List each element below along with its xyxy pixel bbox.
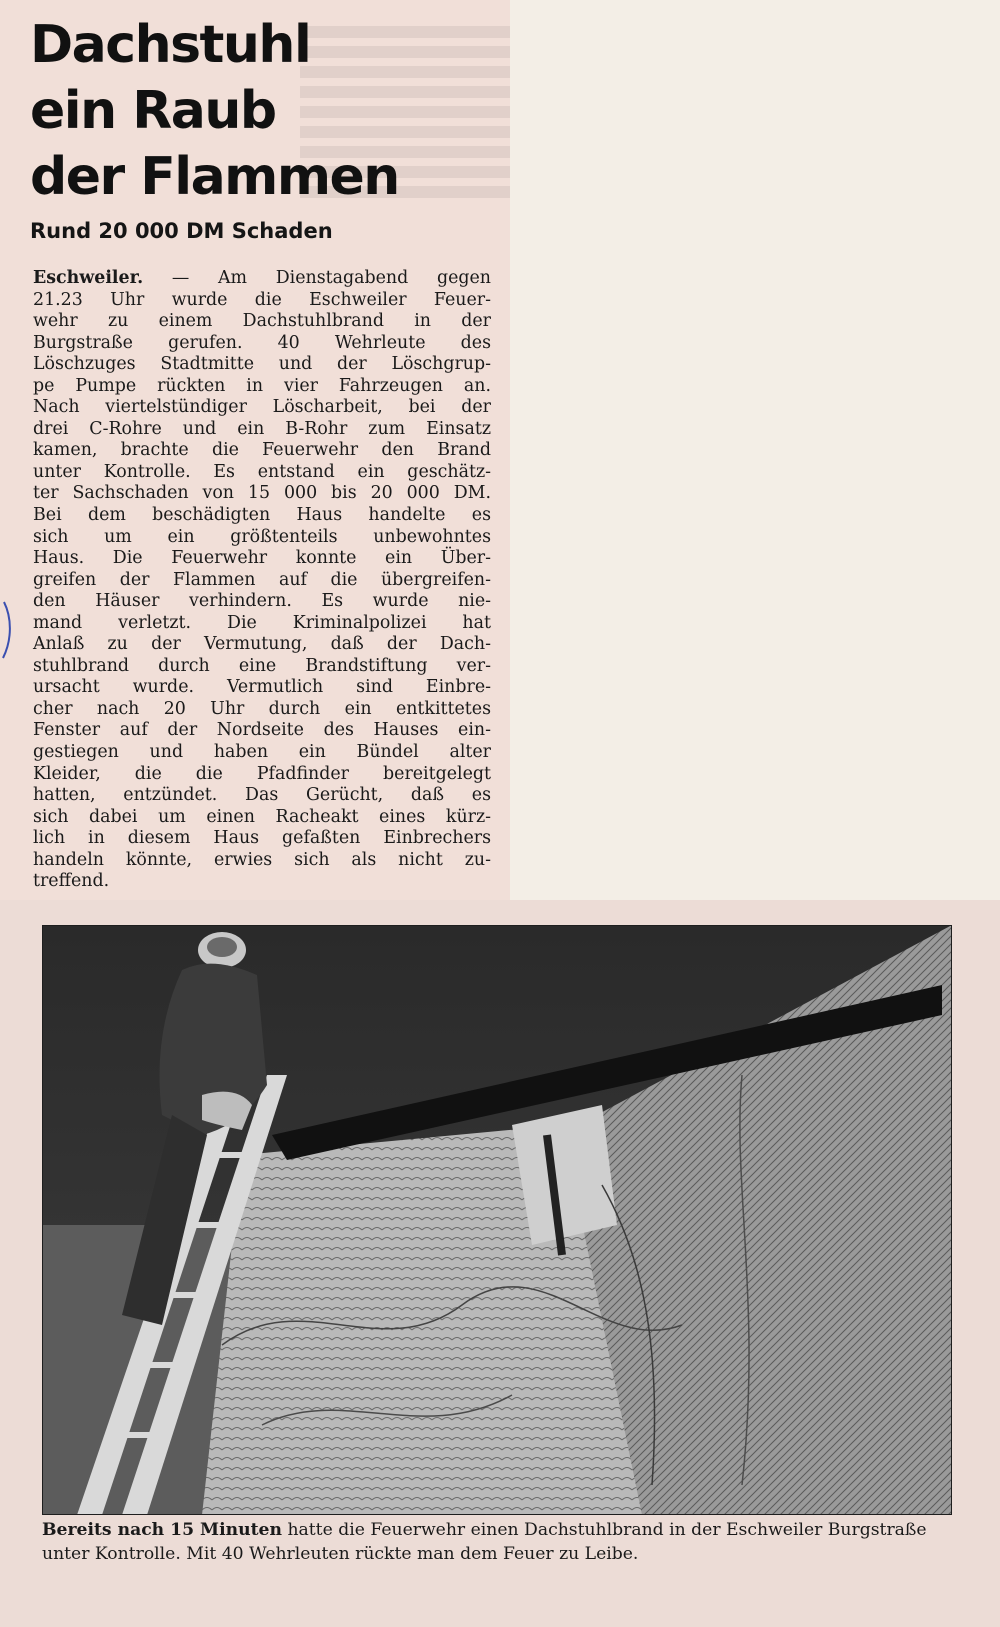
body-line: pe Pumpe rückten in vier Fahrzeugen an.	[33, 375, 491, 396]
body-line: Anlaß zu der Vermutung, daß der Dach-	[33, 634, 491, 655]
body-line: 21.23 Uhr wurde die Eschweiler Feuer-	[33, 289, 491, 310]
body-line: unter Kontrolle. Es entstand ein geschätz-	[33, 461, 491, 482]
body-line: ter Sachschaden von 15 000 bis 20 000 DM.	[33, 483, 491, 504]
body-line: gestiegen und haben ein Bündel alter	[33, 742, 491, 763]
body-line: wehr zu einem Dachstuhlbrand in der	[33, 311, 491, 332]
body-line: Haus. Die Feuerwehr konnte ein Über-	[33, 548, 491, 569]
subheadline: Rund 20 000 DM Schaden	[30, 219, 333, 243]
body-line: cher nach 20 Uhr durch ein entkittetes	[33, 698, 491, 719]
body-line: lich in diesem Haus gefaßten Einbrechers	[33, 828, 491, 849]
body-line: Nach viertelstündiger Löscharbeit, bei der	[33, 397, 491, 418]
pen-mark-decoration	[0, 600, 14, 660]
body-line: treffend.	[33, 871, 110, 892]
body-line: sich dabei um einen Racheakt eines kürz-	[33, 806, 491, 827]
body-line: hatten, entzündet. Das Gerücht, daß es	[33, 785, 491, 806]
body-line: handeln könnte, erwies sich als nicht zu-	[33, 849, 491, 870]
caption-text: hatte die Feuerwehr einen Dachstuhlbrand in der Eschweiler Burgstraße unter Kontrolle. Mit 40 Wehrleuten rückte man dem Feuer zu Leibe.	[42, 1520, 927, 1564]
article-body	[33, 268, 491, 893]
photo-caption	[42, 1518, 957, 1566]
body-line: Bei dem beschädigten Haus handelte es	[33, 505, 491, 526]
body-line: den Häuser verhindern. Es wurde nie-	[33, 591, 491, 612]
body-line: Burgstraße gerufen. 40 Wehrleute des	[33, 332, 491, 353]
body-line: greifen der Flammen auf die übergreifen-	[33, 569, 491, 590]
body-line-first	[33, 268, 491, 290]
caption-lead: Bereits nach 15 Minuten	[42, 1520, 282, 1540]
body-line: Fenster auf der Nordseite des Hauses ein-	[33, 720, 491, 741]
body-line: mand verletzt. Die Kriminalpolizei hat	[33, 612, 491, 633]
body-line: kamen, brachte die Feuerwehr den Brand	[33, 440, 491, 461]
dateline: Eschweiler.	[33, 268, 144, 288]
headline: Dachstuhl ein Raub der Flammen	[30, 15, 399, 207]
body-line: ursacht wurde. Vermutlich sind Einbre-	[33, 677, 491, 698]
body-line: — Am Dienstagabend gegen	[143, 268, 491, 288]
body-line: Kleider, die die Pfadfinder bereitgelegt	[33, 763, 491, 784]
body-line: Löschzuges Stadtmitte und der Löschgrup-	[33, 354, 491, 375]
photo-firefighter-on-ladder-icon	[42, 925, 952, 1515]
body-line: drei C-Rohre und ein B-Rohr zum Einsatz	[33, 418, 491, 439]
body-line: sich um ein größtenteils unbewohntes	[33, 526, 491, 547]
body-line: stuhlbrand durch eine Brandstiftung ver-	[33, 655, 491, 676]
